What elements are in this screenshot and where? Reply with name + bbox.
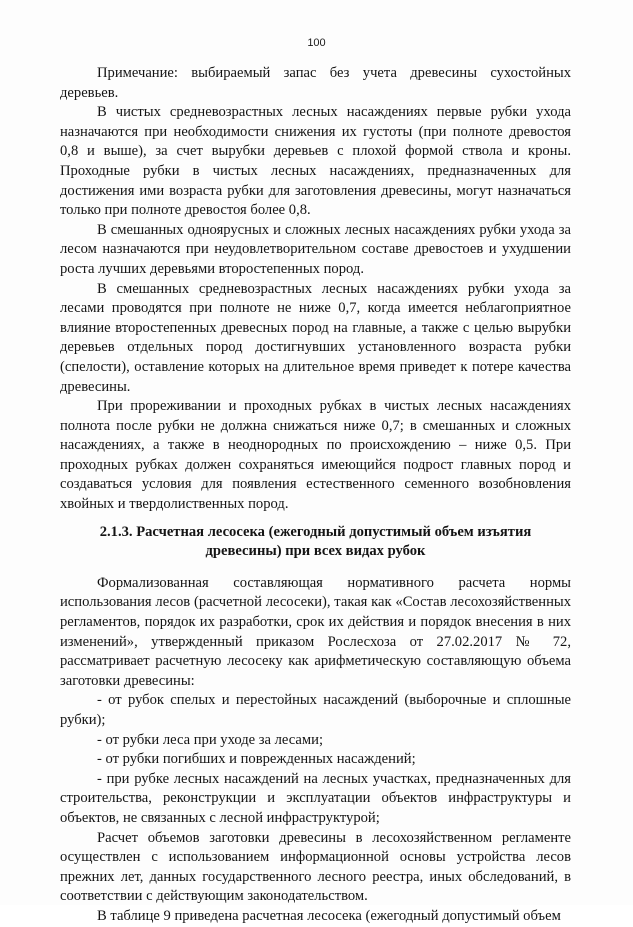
body-paragraph: Формализованная составляющая нормативного расчета нормы использования лесов (расчетной лесосеки), такая как «Состав лесохозяйственных регламентов, порядок их разработки, срок их действия и порядок внесения в них изменений», утвержденный приказом Рослесхоза от 27.02.2017 № 72, рассматривает расчетную лесосеку как арифметическую составляющую объема заготовки древесины: [60,574,571,689]
body-paragraph: В чистых средневозрастных лесных насаждениях первые рубки ухода назначаются при необходимости снижения их густоты (при полноте древостоя 0,8 и выше), за счет вырубки деревьев с плохой формой ствола и кроны. Проходные рубки в чистых лесных насаждениях, предназначенных для достижения ими возраста рубки для заготовления древесины, могут назначаться только при полноте древостоя более 0,8. [60,104,571,219]
body-paragraph: В смешанных средневозрастных лесных насаждениях рубки ухода за лесами проводятся при полноте не ниже 0,7, когда имеется неблагоприятное влияние второстепенных древесных пород на главные, а также с целью вырубки деревьев отдельных пород достигнувших установленного возраста рубки (спелости), оставление которых на длительное время приведет к потере качества древесины. [60,280,571,395]
body-paragraph: При прореживании и проходных рубках в чистых лесных насаждениях полнота после рубки не должна снижаться ниже 0,7; в смешанных и сложных насаждениях, а также в неоднородных по происхождению – ниже 0,5. При проходных рубках должен сохраняться имеющийся подрост главных пород и создаваться условия для появления естественного семенного возобновления хвойных и твердолиственных пород. [60,398,571,513]
list-item: - от рубки леса при уходе за лесами; [97,731,324,748]
body-paragraph: Расчет объемов заготовки древесины в лесохозяйственном регламенте осуществлен с использованием информационной основы устройства лесов прежних лет, данных государственного лесного реестра, иных обследований, в соответствии с действующим законодательством. [60,829,571,905]
body-paragraph: В таблице 9 приведена расчетная лесосека (ежегодный допустимый объем [97,907,561,924]
list-item: - от рубки погибших и поврежденных насаждений; [97,751,416,768]
list-item: - от рубок спелых и перестойных насаждений (выборочные и сплошные рубки); [60,692,571,728]
list-item: - при рубке лесных насаждений на лесных участках, предназначенных для строительства, реконструкции и эксплуатации объектов инфраструктуры и объектов, не связанных с лесной инфраструктурой; [60,770,571,826]
note-paragraph: Примечание: выбираемый запас без учета древесины сухостойных деревьев. [60,65,571,101]
page-number: 100 [307,37,326,49]
document-body [60,64,571,927]
section-heading: 2.1.3. Расчетная лесосека (ежегодный допустимый объем изъятия древесины) при всех видах рубок [99,523,532,560]
body-paragraph: В смешанных одноярусных и сложных лесных насаждениях рубки ухода за лесом назначаются при неудовлетворительном составе древостоев и ухудшении роста лучших деревьями второстепенных пород. [60,221,571,277]
